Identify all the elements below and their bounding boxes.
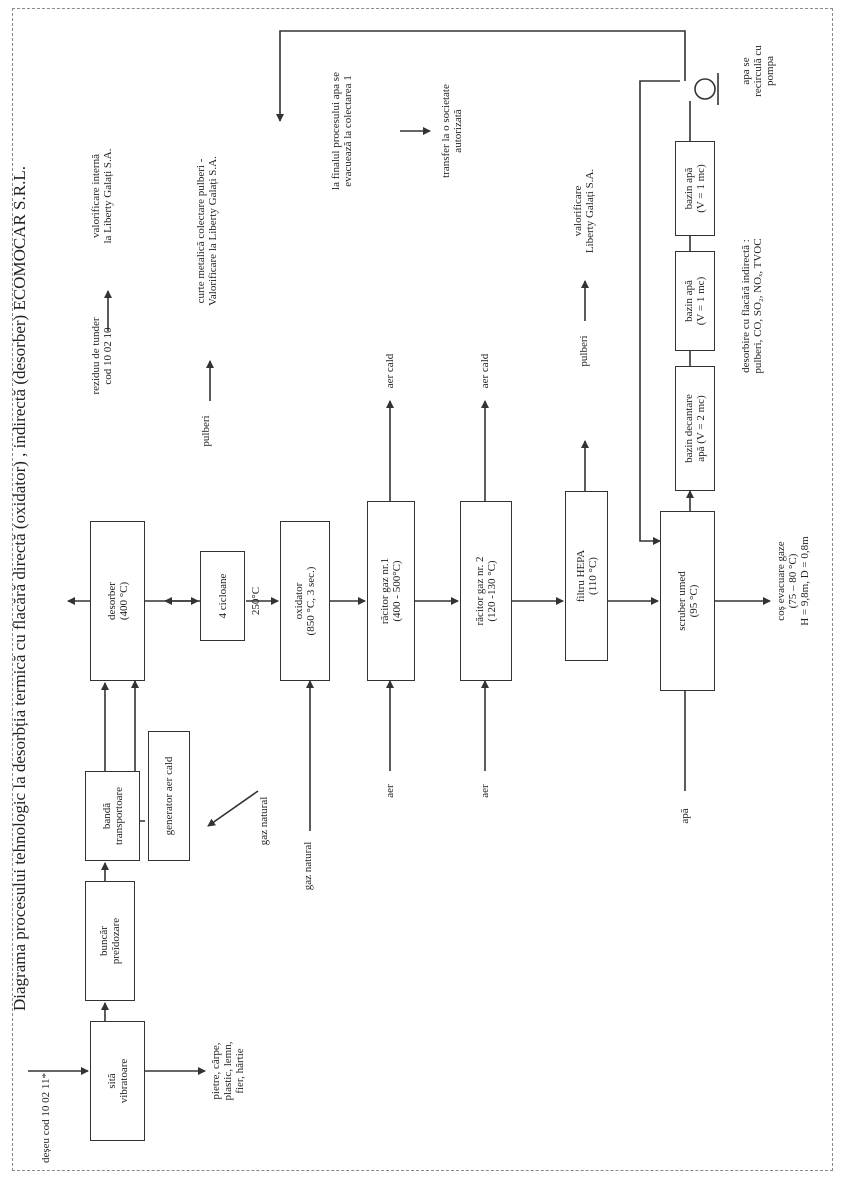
aer2-label: aer: [479, 784, 491, 798]
arrow-gaz-to-generator: [208, 791, 258, 826]
box-bazin-decantare: bazin decantare apă (V = 2 mc): [675, 366, 715, 491]
pump-icon: [695, 79, 715, 99]
final-proces-label: la finalul procesului apa se evacuează la colectarea 1: [330, 72, 354, 190]
diagram-title: Diagrama procesului tehnologic la desorbția termică cu flacără directă (oxidator) , indirectă (desorber) ECOMOCAR S.R.L.: [10, 166, 29, 1011]
cos-label: coș evacuare gaze (75 – 80 °C) H = 9,8m, D = 0,8m: [775, 536, 811, 626]
cicloane-destination: curte metalică colectare pulberi - Valorificare la Liberty Galați S.A.: [195, 156, 219, 306]
box-bazin-apa-1: bazin apă (V = 1 mc): [675, 251, 715, 351]
box-racitor2: răcitor gaz nr. 2 (120 -130 °C): [460, 501, 512, 681]
box-cicloane: 4 cicloane: [200, 551, 245, 641]
gaz-natural-generator-label: gaz natural: [258, 796, 270, 846]
transfer-label: transfer la o societate autorizată: [440, 84, 464, 178]
box-bazin-apa-2: bazin apă (V = 1 mc): [675, 141, 715, 236]
aer1-label: aer: [384, 784, 396, 798]
reziduu-destination: valorificare internă la Liberty Galați S.A.: [90, 148, 114, 244]
box-buncar: buncăr preîdozare: [85, 881, 135, 1001]
filtru-destination: valorificare Liberty Galați S.A.: [572, 168, 596, 254]
gaz-natural-label: gaz natural: [302, 841, 314, 891]
emisii-label: desorbire cu flacără indirectă : pulberi, CO, SO₂, NOₓ, TVOC: [740, 238, 764, 374]
pompa-label: apa se recirculă cu pompa: [740, 45, 776, 97]
cicloane-pulberi-label: pulberi: [200, 415, 212, 447]
temp-250: 250°C: [250, 586, 262, 616]
box-oxidator: oxidator (850 °C, 3 sec.): [280, 521, 330, 681]
box-desorber: desorber (400 °C): [90, 521, 145, 681]
reject-label: pietre, cârpe, plastic, lemn, fier, hârtie: [210, 1041, 246, 1101]
box-scruber: scruber umed (95 °C): [660, 511, 715, 691]
reziduu-label: reziduu de tunder cod 10 02 10: [90, 317, 114, 395]
arrow-recirculation-to-scruber: [640, 81, 680, 541]
box-generator: generator aer cald: [148, 731, 190, 861]
box-racitor1: răcitor gaz nr.1 (400 - 500°C): [367, 501, 415, 681]
apa-label: apă: [679, 808, 691, 824]
box-filtru-hepa: filtru HEPA (110 °C): [565, 491, 608, 661]
box-banda: bandă transportoare: [85, 771, 140, 861]
filtru-pulberi-label: pulberi: [578, 335, 590, 367]
aer-cald2-label: aer cald: [479, 353, 491, 389]
aer-cald1-label: aer cald: [384, 353, 396, 389]
input-label: deșeu cod 10 02 11*: [40, 1072, 52, 1163]
box-sita-vibratoare: sită vibratoare: [90, 1021, 145, 1141]
